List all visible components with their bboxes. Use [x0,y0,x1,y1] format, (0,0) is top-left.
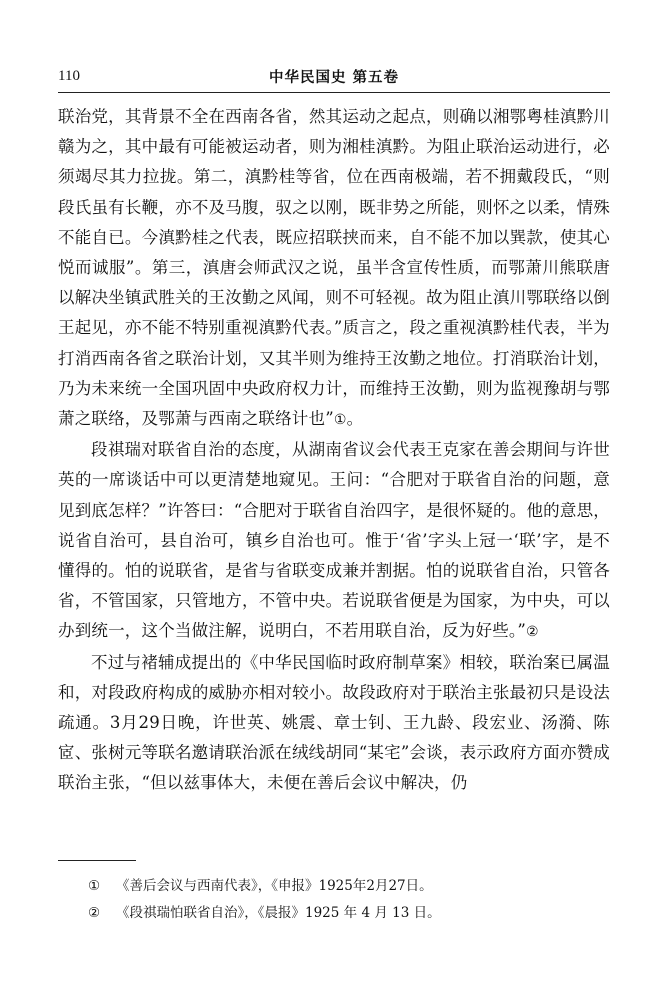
footnote-mark: ① [88,878,101,894]
paragraph-2 [58,435,610,647]
footnote-rule [58,860,136,861]
footnotes [88,873,610,927]
paragraph-1-end: 。 [346,409,364,429]
paragraph-3: 不过与褚辅成提出的《中华民国临时政府制草案》相较，联治案已属温和，对段政府构成的威胁亦相对较小。故段政府对于联治主张最初只是设法疏通。3月29日晚，许世英、姚震、章士钊、王九龄、段宏业、汤漪、陈宧、张树元等联名邀请联治派在绒线胡同“某宅”会谈，表示政府方面亦赞成联治主张，“但以兹事体大，未便在善后会议中解决，仍 [58,652,610,793]
footnote-mark: ② [88,905,101,921]
footnote-ref-1[interactable]: ① [333,412,347,429]
footnote-ref-2[interactable]: ② [526,624,539,641]
footnote-1 [88,873,610,900]
footnote-text: 《段祺瑞怕联省自治》，《晨报》1925 年 4 月 13 日。 [116,905,441,921]
running-title: 中华民国史 第五卷 [268,70,400,86]
paragraph-1-text: 联治党，其背景不全在西南各省，然其运动之起点，则确以湘鄂粤桂滇黔川赣为之，其中最有可能被运动者，则为湘桂滇黔。为阻止联治运动进行，必须竭尽其力拉拢。第二，滇黔桂等省，位在西南极端，若不拥戴段氏，“则段氏虽有长鞭，亦不及马腹，驭之以刚，既非势之所能，则怀之以柔，情殊不能自已。今滇黔桂之代表，既应招联挟而来，自不能不加以巽款，使其心悦而诚服”。第三，滇唐会师武汉之说，虽半含宣传性质，而鄂萧川熊联唐以解决坐镇武胜关的王汝勤之风闻，则不可轻视。故为阻止滇川鄂联络以倒王起见，亦不能不特别重视滇黔代表。”质言之，段之重视滇黔桂代表，半为打消西南各省之联治计划，又其半则为维持王汝勤之地位。打消联治计划，乃为未来统一全国巩固中央政府权力计，而维持王汝勤，则为监视豫胡与鄂萧之联络，及鄂萧与西南之联络计也” [58,107,610,429]
header-rule [58,92,610,93]
page-header [58,64,610,88]
page-number: 110 [58,68,80,84]
footnote-2 [88,900,610,927]
paragraph-1 [58,102,610,435]
paragraph-2-text: 段祺瑞对联省自治的态度，从湖南省议会代表王克家在善会期间与许世英的一席谈话中可以更清楚地窥见。王问：“合肥对于联省自治的问题，意见到底怎样？”许答曰：“合肥对于联省自治四字，是很怀疑的。他的意思，说省自治可，县自治可，镇乡自治也可。惟于‘省’字头上冠一‘联’字，是不懂得的。怕的说联省，是省与省联变成兼并割据。怕的说联省自治，只管各省，不管国家，只管地方，不管中央。若说联省便是为国家，为中央，可以办到统一，这个当做注解，说明白，不若用联自治，反为好些。” [58,440,610,641]
footnote-text: 《善后会议与西南代表》，《申报》1925年2月27日。 [116,878,433,894]
body-text [58,102,610,799]
